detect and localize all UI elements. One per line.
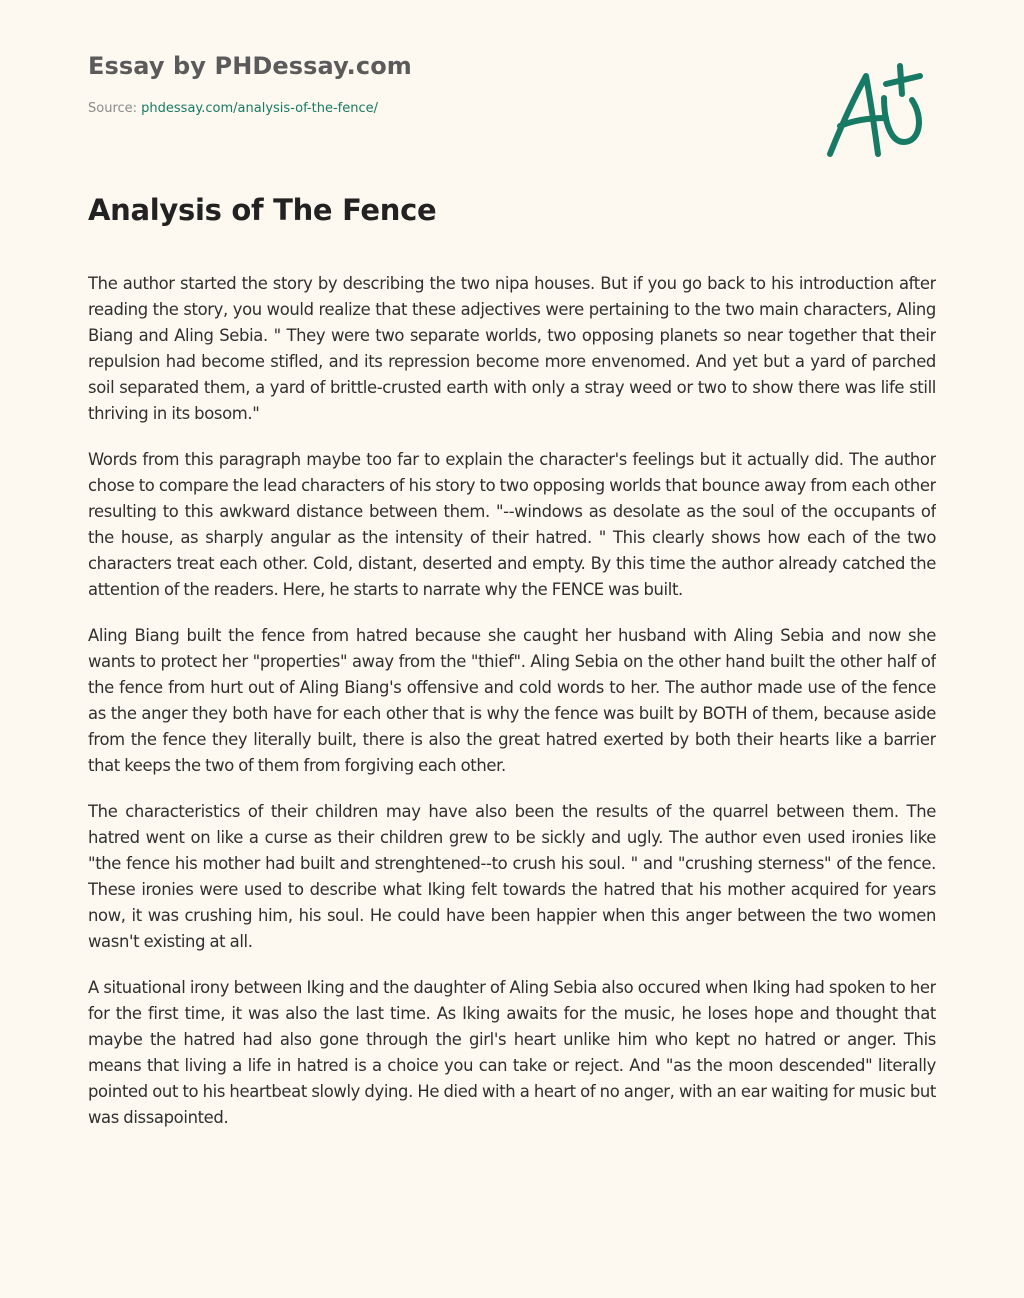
essay-paragraph: The characteristics of their children may have also been the results of the quarrel between them. The hatred went on like a curse as their children grew to be sickly and ugly. The author even used ironies like "the fence his mother had built and strenghtened--to crush his soul. " and "crushing sterness" of the fence. These ironies were used to describe what Iking felt towards the hatred that his mother acquired for years now, it was crushing him, his soul. He could have been happier when this anger between the two women wasn't existing at all. — [88, 802, 936, 951]
essay-paragraph: Aling Biang built the fence from hatred because she caught her husband with Aling Sebia and now she wants to protect her "properties" away from the "thief". Aling Sebia on the other hand built the other half of the fence from hurt out of Aling Biang's offensive and cold words to her. The author made use of the fence as the anger they both have for each other that is why the fence was built by BOTH of them, because aside from the fence they literally built, there is also the great hatred exerted by both their hearts like a barrier that keeps the two of them from forgiving each other. — [88, 626, 936, 775]
essay-paragraph: A situational irony between Iking and the daughter of Aling Sebia also occured when Iking had spoken to her for the first time, it was also the last time. As Iking awaits for the music, he loses hope and thought that maybe the hatred had also gone through the girl's heart unlike him who kept no hatred or anger. This means that living a life in hatred is a choice you can take or reject. And "as the moon descended" literally pointed out to his heartbeat slowly dying. He died with a heart of no anger, with an ear waiting for music but was dissapointed. — [88, 978, 936, 1127]
site-header — [88, 50, 788, 118]
site-brand[interactable]: Essay by PHDessay.com — [88, 52, 412, 80]
source-line — [88, 100, 788, 118]
source-label: Source: — [88, 101, 142, 116]
essay-title: Analysis of The Fence — [88, 193, 437, 227]
a-plus-grade-icon — [820, 62, 932, 166]
essay-paragraph: The author started the story by describing the two nipa houses. But if you go back to his introduction after reading the story, you would realize that these adjectives were pertaining to the two main characters, Aling Biang and Aling Sebia. " They were two separate worlds, two opposing planets so near together that their repulsion had become stifled, and its repression become more envenomed. And yet but a yard of parched soil separated them, a yard of brittle-crusted earth with only a stray weed or two to show there was life still thriving in its bosom." — [88, 274, 936, 423]
source-link[interactable]: phdessay.com/analysis-of-the-fence/ — [141, 101, 378, 116]
essay-body — [88, 271, 936, 1250]
essay-paragraph: Words from this paragraph maybe too far to explain the character's feelings but it actually did. The author chose to compare the lead characters of his story to two opposing worlds that bounce away from each other resulting to this awkward distance between them. "--windows as desolate as the soul of the occupants of the house, as sharply angular as the intensity of their hatred. " This clearly shows how each of the two characters treat each other. Cold, distant, deserted and empty. By this time the author already catched the attention of the readers. Here, he starts to narrate why the FENCE was built. — [88, 450, 936, 599]
